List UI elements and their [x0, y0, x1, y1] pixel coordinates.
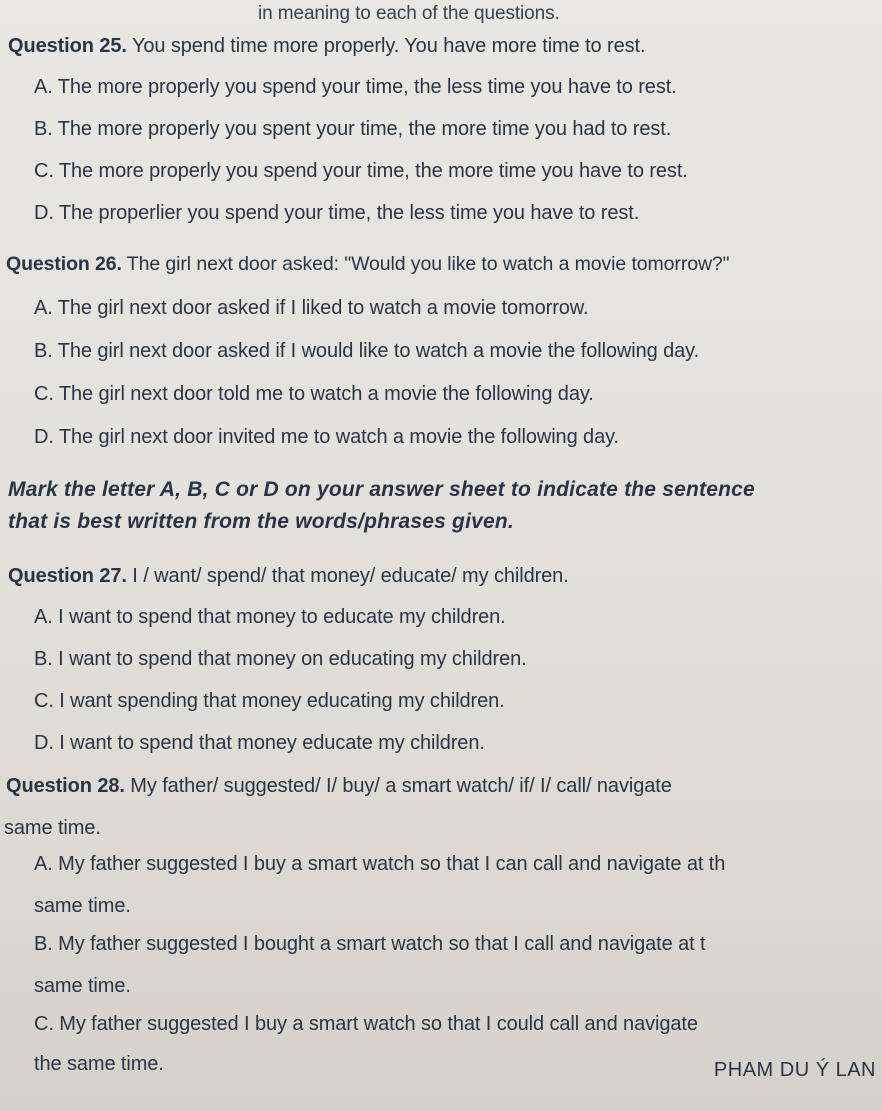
- question-27-text: I / want/ spend/ that money/ educate/ my children.: [126, 565, 569, 587]
- question-27-prompt: [8, 564, 569, 588]
- question-28-option-b: B. My father suggested I bought a smart watch so that I call and navigate at t: [34, 933, 706, 955]
- question-25-option-a: A. The more properly you spend your time, the less time you have to rest.: [34, 76, 677, 98]
- instruction-line-2: that is best written from the words/phrases given.: [8, 510, 514, 533]
- question-27-option-b: B. I want to spend that money on educating my children.: [34, 648, 527, 670]
- question-25-label: Question 25.: [8, 35, 127, 57]
- question-26-text: The girl next door asked: "Would you like to watch a movie tomorrow?": [121, 253, 730, 275]
- question-25-option-d: D. The properlier you spend your time, the less time you have to rest.: [34, 202, 640, 224]
- question-28-label: Question 28.: [6, 775, 125, 797]
- question-28-option-b-continued: same time.: [34, 975, 131, 997]
- question-25-prompt: [8, 34, 645, 58]
- author-footer: PHAM DU Ý LAN: [713, 1059, 876, 1081]
- question-26-label: Question 26.: [6, 253, 122, 275]
- question-27-label: Question 27.: [8, 565, 127, 587]
- question-28-prompt: [6, 774, 672, 798]
- question-28-text: My father/ suggested/ I/ buy/ a smart watch/ if/ I/ call/ navigate: [124, 775, 672, 797]
- question-27-option-a: A. I want to spend that money to educate my children.: [34, 606, 506, 628]
- question-25-option-b: B. The more properly you spent your time, the more time you had to rest.: [34, 118, 672, 140]
- question-26-prompt: [6, 252, 730, 276]
- question-28-option-a-continued: same time.: [34, 895, 131, 917]
- question-28-prompt-continued: same time.: [4, 817, 101, 839]
- question-26-option-a: A. The girl next door asked if I liked to watch a movie tomorrow.: [34, 297, 589, 319]
- question-26-option-d: D. The girl next door invited me to watch a movie the following day.: [34, 426, 619, 448]
- question-27-option-d: D. I want to spend that money educate my children.: [34, 732, 485, 754]
- question-26-option-b: B. The girl next door asked if I would like to watch a movie the following day.: [34, 340, 700, 362]
- question-25-text: You spend time more properly. You have more time to rest.: [126, 35, 646, 57]
- question-28-option-a: A. My father suggested I buy a smart watch so that I can call and navigate at th: [34, 853, 726, 875]
- question-25-option-c: C. The more properly you spend your time, the more time you have to rest.: [34, 160, 688, 182]
- header-fragment: in meaning to each of the questions.: [258, 3, 560, 24]
- instruction-line-1: Mark the letter A, B, C or D on your answer sheet to indicate the sentence: [8, 478, 755, 501]
- question-27-option-c: C. I want spending that money educating my children.: [34, 690, 505, 712]
- question-26-option-c: C. The girl next door told me to watch a movie the following day.: [34, 383, 594, 405]
- question-28-option-c: C. My father suggested I buy a smart watch so that I could call and navigate: [34, 1013, 698, 1035]
- question-28-option-c-continued: the same time.: [34, 1053, 164, 1075]
